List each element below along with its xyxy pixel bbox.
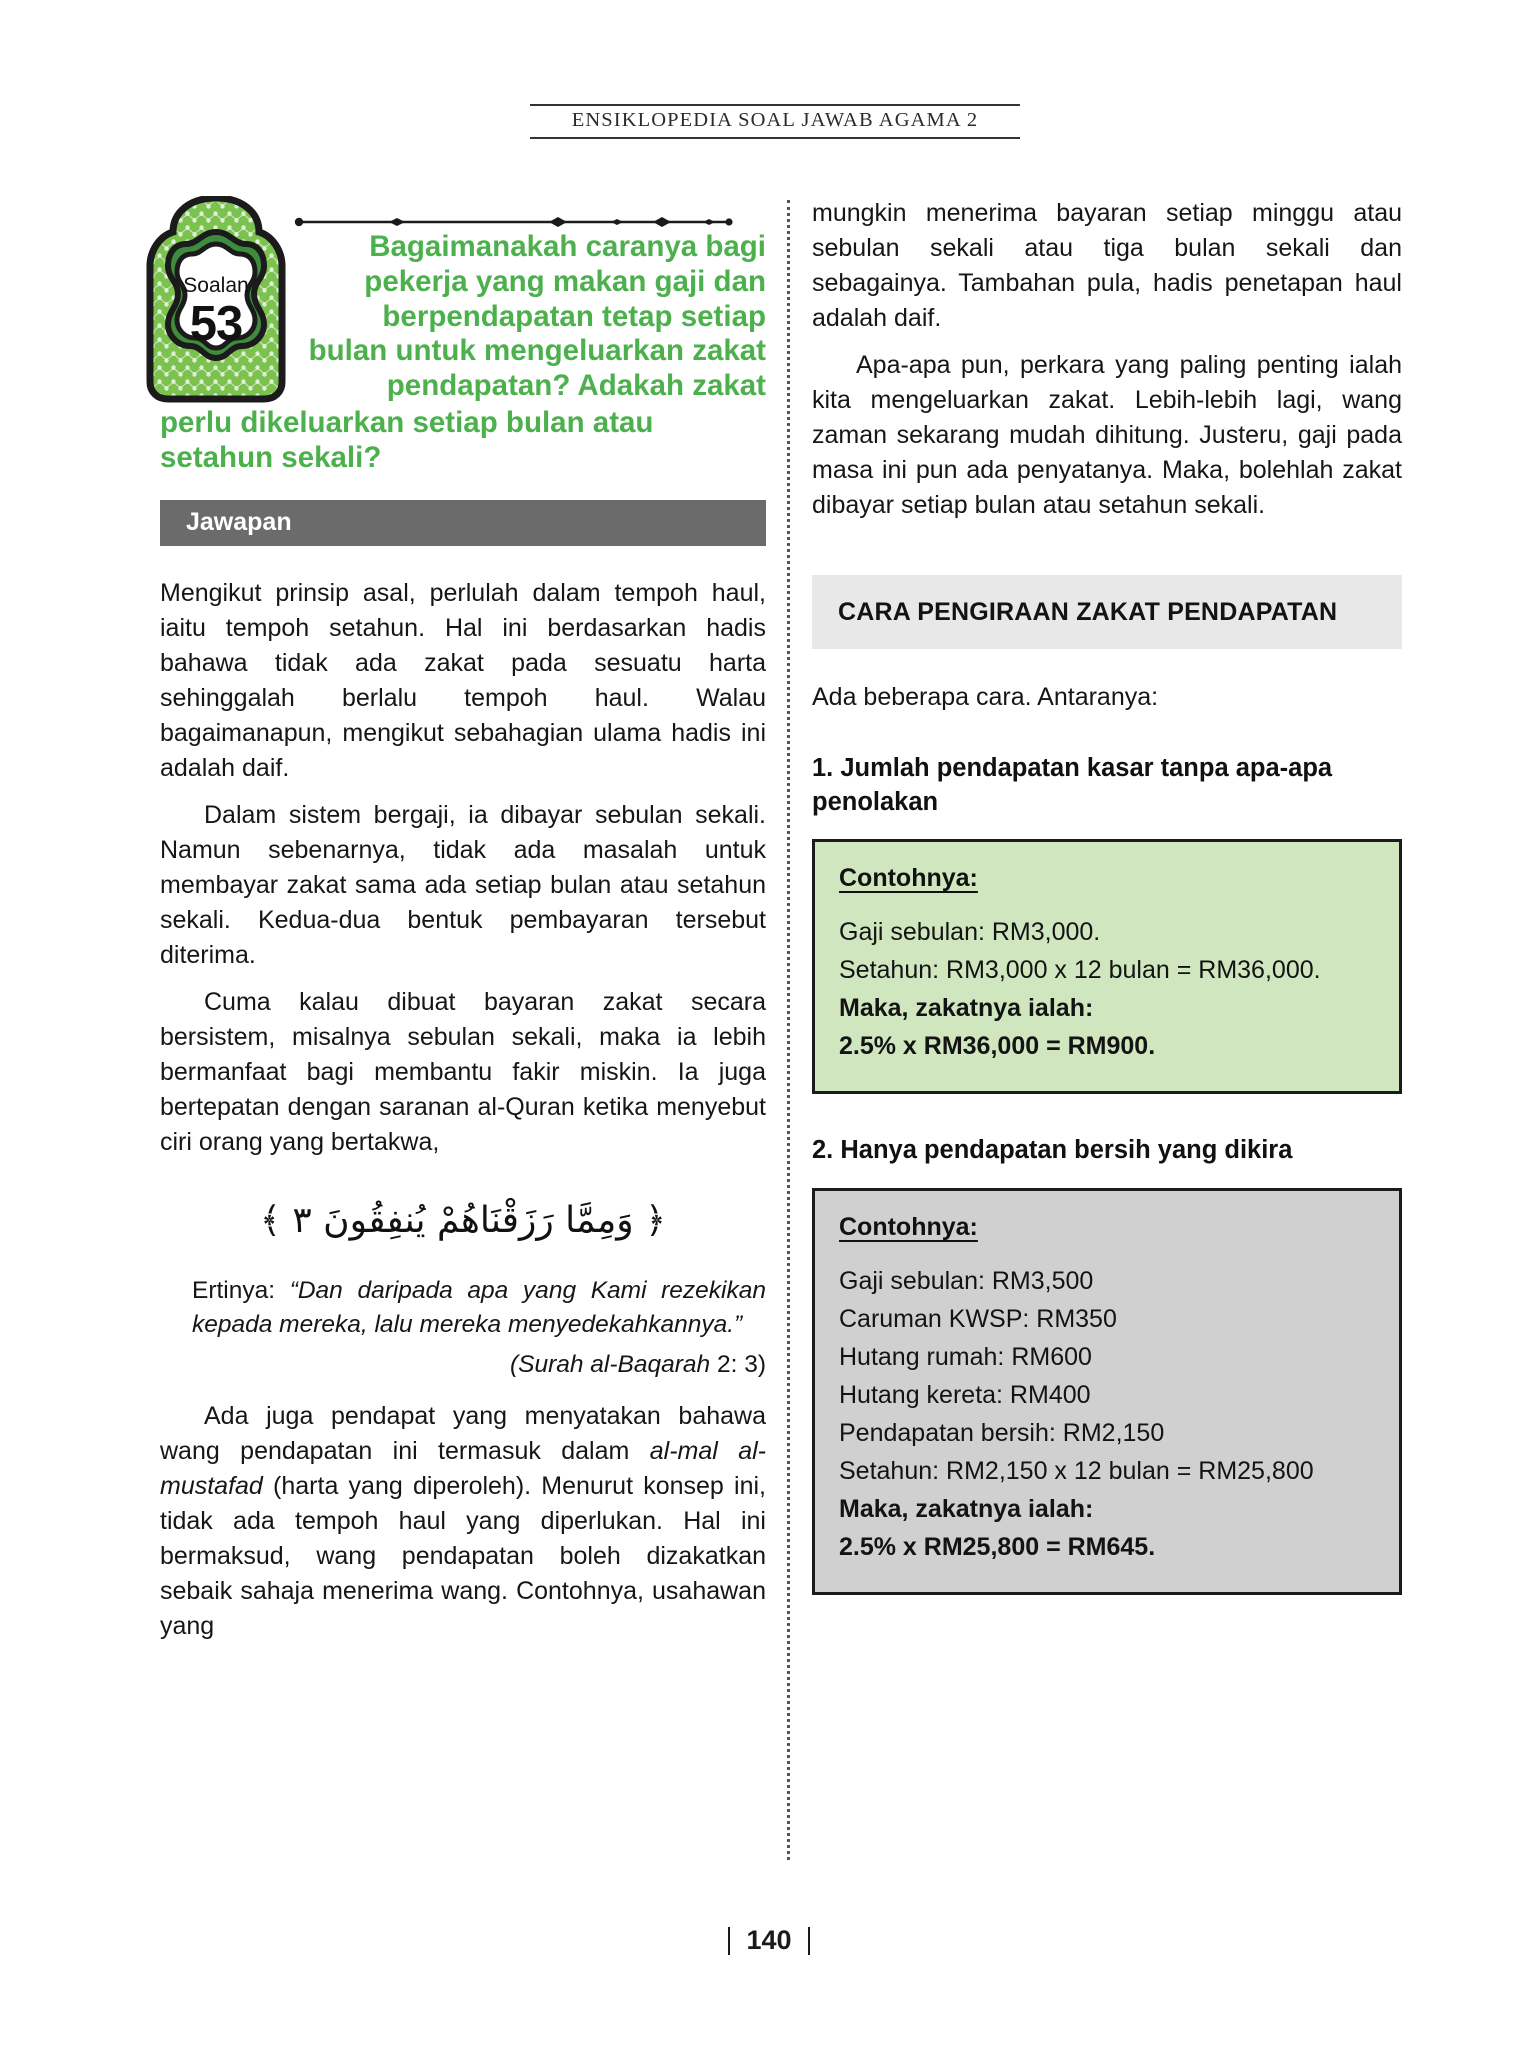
method-1-line: Maka, zakatnya ialah: <box>839 994 1094 1023</box>
method-1-line: Gaji sebulan: RM3,000. <box>839 918 1101 947</box>
right-paragraph-2: Apa-apa pun, perkara yang paling penting ialah kita mengeluarkan zakat. Lebih-lebih lagi, wang zaman sekarang mudah dihitung. Justeru, gaji pada masa ini pun ada penyatanya. Maka, bolehlah zakat dibayar setiap bulan atau setahun sekali. <box>812 351 1402 519</box>
section-band-title: CARA PENGIRAAN ZAKAT PENDAPATAN <box>838 597 1338 626</box>
soalan-badge-number: 53 <box>189 297 243 351</box>
method-2-line: Caruman KWSP: RM350 <box>839 1304 1117 1333</box>
method-1-heading: 1. Jumlah pendapatan kasar tanpa apa-apa penolakan <box>812 754 1333 816</box>
folio-left-rule <box>728 1927 730 1955</box>
methods-lead-text: Ada beberapa cara. Antaranya: <box>812 683 1159 711</box>
answer-paragraph-4-italic: al-mal al-mustafad <box>160 1437 766 1501</box>
verse-source <box>160 1351 766 1379</box>
question-heading-part1: Bagaimanakah caranya bagi pekerja yang makan gaji dan berpendapatan tetap setiap bulan untuk mengeluarkan zakat pendapatan? Adakah zakat <box>308 230 766 403</box>
verse-source-surah: (Surah al-Baqarah <box>509 1351 711 1379</box>
jawapan-bar-label: Jawapan <box>186 508 292 537</box>
method-2-line: Setahun: RM2,150 x 12 bulan = RM25,800 <box>839 1456 1314 1485</box>
method-2-heading: 2. Hanya pendapatan bersih yang dikira <box>812 1136 1293 1165</box>
answer-paragraph-1: Mengikut prinsip asal, perlulah dalam tempoh haul, iaitu tempoh setahun. Hal ini berdasarkan hadis bahawa tidak ada zakat pada sesuatu harta sehinggalah berlalu tempoh haul. Walau bagaimanapun, mengikut sebahagian ulama hadis ini adalah daif. <box>160 578 766 782</box>
right-column <box>812 196 1402 1595</box>
soalan-badge <box>142 196 290 404</box>
method-2-line: Hutang rumah: RM600 <box>839 1342 1092 1371</box>
jawapan-bar <box>160 500 766 546</box>
ornamental-divider-icon <box>293 217 733 227</box>
verse-translation <box>160 1274 766 1344</box>
page-number: 140 <box>746 1925 792 1955</box>
method-2-line: 2.5% x RM25,800 = RM645. <box>839 1532 1156 1561</box>
translation-text: “Dan daripada apa yang Kami rezekikan kepada mereka, lalu mereka menyedekahkannya.” <box>192 1276 767 1339</box>
method-1-line: 2.5% x RM36,000 = RM900. <box>839 1032 1156 1061</box>
continued-paragraph: mungkin menerima bayaran setiap minggu atau sebulan sekali atau tiga bulan sekali dan sebagainya. Tambahan pula, hadis penetapan haul adalah daif. <box>812 199 1402 332</box>
folio <box>728 1925 809 1956</box>
answer-paragraph-4 <box>160 1399 766 1644</box>
method-2-line: Hutang kereta: RM400 <box>839 1380 1091 1409</box>
method-2-line: Maka, zakatnya ialah: <box>839 1494 1094 1523</box>
left-column <box>160 196 766 1656</box>
quran-verse-arabic: ﴿ وَمِمَّا رَزَقْنَاهُمْ يُنفِقُونَ ٣ ﴾ <box>259 1199 667 1241</box>
running-head <box>530 104 1020 139</box>
method-2-line: Gaji sebulan: RM3,500 <box>839 1266 1094 1295</box>
method-2-example-box <box>812 1188 1402 1595</box>
column-divider <box>787 200 790 1860</box>
running-head-text: ENSIKLOPEDIA SOAL JAWAB AGAMA 2 <box>571 109 979 131</box>
answer-paragraph-4b: (harta yang diperoleh). Menurut konsep ini, tidak ada tempoh haul yang diperlukan. Hal ini bermaksud, wang pendapatan boleh dizakatkan sebaik sahaja menerima wang. Contohnya, usahawan yang <box>160 1472 766 1641</box>
answer-paragraph-2: Dalam sistem bergaji, ia dibayar sebulan sekali. Namun sebenarnya, tidak ada masalah untuk membayar zakat sama ada setiap bulan atau setahun sekali. Kedua-dua bentuk pembayaran tersebut diterima. <box>160 800 766 969</box>
method-1-example-box <box>812 839 1402 1094</box>
verse-source-ref: 2: 3) <box>710 1351 766 1379</box>
answer-paragraph-4a: Ada juga pendapat yang menyatakan bahawa wang pendapatan ini termasuk dalam <box>160 1402 766 1466</box>
translation-prefix: Ertinya: <box>192 1276 276 1304</box>
method-2-box-title: Contohnya: <box>839 1212 978 1241</box>
question-block <box>160 196 766 476</box>
method-2-line: Pendapatan bersih: RM2,150 <box>839 1418 1165 1447</box>
method-1-box-title: Contohnya: <box>839 864 978 893</box>
page-footer <box>0 1925 1538 1960</box>
soalan-badge-label: Soalan <box>183 274 249 297</box>
question-heading-part2: perlu dikeluarkan setiap bulan atau setahun sekali? <box>160 405 654 474</box>
question-decorative-rule <box>293 214 733 224</box>
answer-paragraph-3: Cuma kalau dibuat bayaran zakat secara bersistem, misalnya sebulan sekali, maka ia lebih bermanfaat bagi membantu fakir miskin. Ia juga bertepatan dengan saranan al-Quran ketika menyebut ciri orang yang bertakwa, <box>160 987 766 1156</box>
section-band <box>812 575 1402 649</box>
folio-right-rule <box>808 1927 810 1955</box>
method-1-line: Setahun: RM3,000 x 12 bulan = RM36,000. <box>839 956 1321 985</box>
